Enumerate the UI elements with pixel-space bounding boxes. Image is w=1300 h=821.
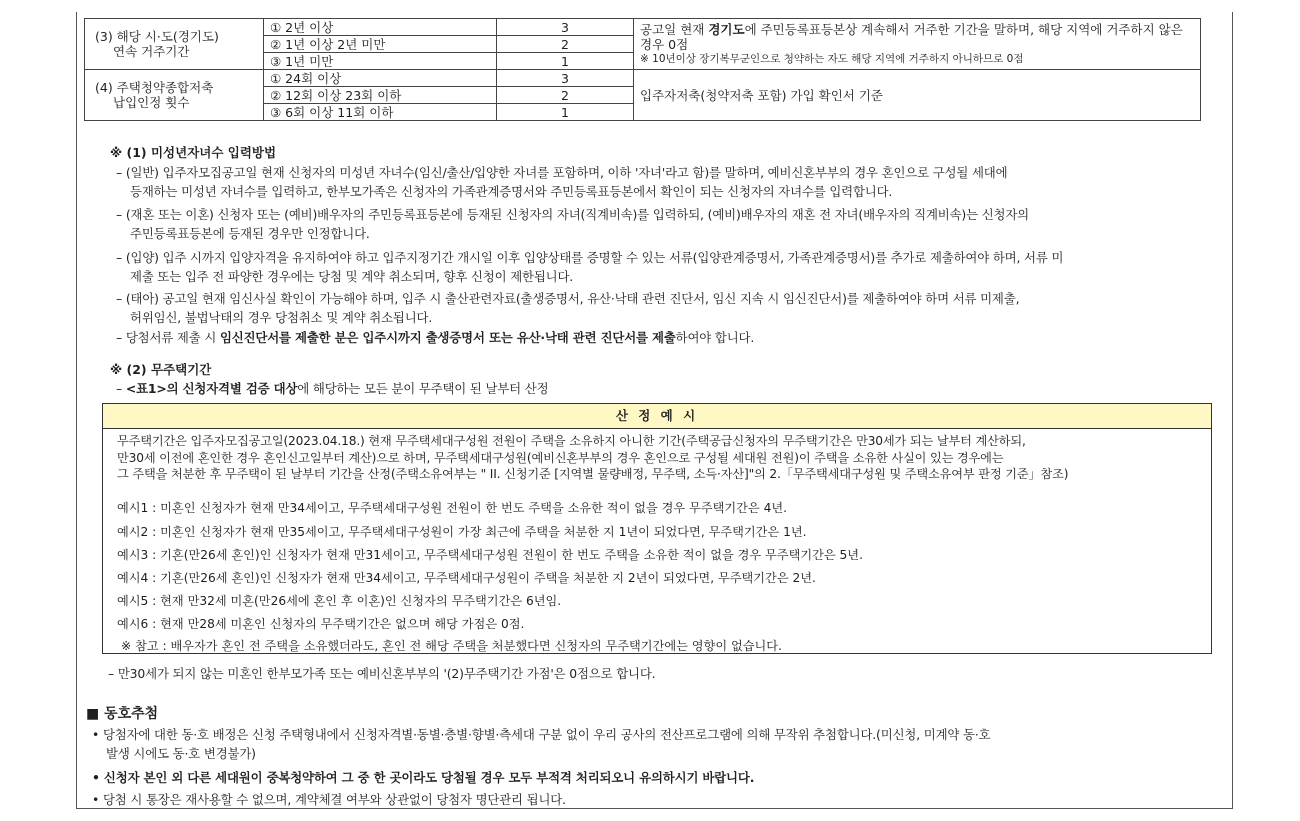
option-cell: ① 2년 이상 — [264, 19, 497, 36]
option-cell: ① 24회 이상 — [264, 70, 497, 87]
item-line: 등재하는 미성년 자녀수를 입력하고, 한부모가족은 신청자의 가족관계증명서와 주민등록표등본에서 확인이 되는 신청자의 자녀수를 입력합니다. — [130, 184, 893, 199]
example-box-header: 산 정 예 시 — [103, 404, 1211, 429]
item-bold: 임신진단서를 제출한 분은 입주시까지 출생증명서 또는 유산·낙태 관련 진단서를 제출 — [219, 330, 676, 345]
points-cell: 1 — [497, 53, 634, 70]
intro-line: 만30세 이전에 혼인한 경우 혼인신고일부터 계산)으로 하며, 무주택세대구성원(예비신혼부부의 경우 혼인으로 구성될 세대원 전원)이 주택을 소유한 사실이 있는 경우에는 — [117, 450, 1004, 465]
example-line: 예시6 : 현재 만28세 미혼인 신청자의 무주택기간은 없으며 해당 가점은 0점. — [117, 617, 525, 631]
section1-item — [116, 289, 1220, 327]
section1-title: ※ (1) 미성년자녀수 입력방법 — [110, 145, 277, 160]
note-cell — [634, 19, 1201, 70]
item-bold: <표1>의 신청자격별 검증 대상 — [125, 381, 298, 396]
section2-line — [116, 379, 1220, 398]
example-box — [102, 403, 1212, 654]
section1-last-item — [116, 328, 1220, 347]
score-table — [84, 18, 1201, 121]
item-line: – (재혼 또는 이혼) 신청자 또는 (예비)배우자의 주민등록표등본에 등재된 신청자의 자녀(직계비속)를 입력하되, (예비)배우자의 재혼 전 자녀(배우자의 직계비속)는 신청자의 — [116, 207, 1029, 222]
example-line: 예시3 : 기혼(만26세 혼인)인 신청자가 현재 만31세이고, 무주택세대구성원 전원이 한 번도 주택을 소유한 적이 없을 경우 무주택기간은 5년. — [117, 548, 863, 562]
example-intro — [103, 429, 1211, 483]
item-line: 허위임신, 불법낙태의 경우 당첨취소 및 계약 취소됩니다. — [130, 310, 433, 325]
category-line: (4) 주택청약종합저축 — [95, 80, 214, 95]
example-line: 예시2 : 미혼인 신청자가 현재 만35세이고, 무주택세대구성원이 가장 최근에 주택을 처분한 지 1년이 되었다면, 무주택기간은 1년. — [117, 525, 807, 539]
item-line: – (입양) 입주 시까지 입양자격을 유지하여야 하고 입주지정기간 개시일 이후 입양상태를 증명할 수 있는 서류(입양관계증명서, 가족관계증명서)를 추가로 제출하여야 하며, 서류 미 — [116, 250, 1064, 265]
intro-line: 그 주택을 처분한 후 무주택이 된 날부터 기간을 산정(주택소유여부는 " II. 신청기준 [지역별 물량배정, 무주택, 소득·자산]"의 2.「무주택세대구성원 및 주택소유여부 판정 기준」참조) — [117, 467, 1069, 481]
category-line: 연속 거주기간 — [113, 44, 190, 59]
points-cell: 1 — [497, 104, 634, 121]
example-note: ※ 참고 : 배우자가 혼인 전 주택을 소유했더라도, 혼인 전 해당 주택을 처분했다면 신청자의 무주택기간에는 영향이 없습니다. — [121, 639, 782, 653]
intro-line: 무주택기간은 입주자모집공고일(2023.04.18.) 현재 무주택세대구성원 전원이 주택을 소유하지 아니한 기간(주택공급신청자의 무주택기간은 만30세가 되는 날부터 계산하되, — [117, 434, 1026, 448]
bullet-item-warning: • 신청자 본인 외 다른 세대원이 중복청약하여 그 중 한 곳이라도 당첨될 경우 모두 부적격 처리되오니 유의하시기 바랍니다. — [92, 770, 755, 785]
section1-item — [116, 163, 1220, 201]
item-line: – — [116, 381, 126, 396]
item-line: – (태아) 공고일 현재 임신사실 확인이 가능해야 하며, 입주 시 출산관련자료(출생증명서, 유산·낙태 관련 진단서, 임신 지속 시 임신진단서)를 제출하여야 하며 서류 미제출, — [116, 291, 1020, 306]
points-cell: 3 — [497, 70, 634, 87]
item-line: 제출 또는 입주 전 파양한 경우에는 당첨 및 계약 취소되며, 향후 신청이 제한됩니다. — [130, 269, 574, 284]
note-cell: 입주자저축(청약저축 포함) 가입 확인서 기준 — [634, 70, 1201, 121]
example-line: 예시4 : 기혼(만26세 혼인)인 신청자가 현재 만34세이고, 무주택세대구성원이 주택을 처분한 지 2년이 되었다면, 무주택기간은 2년. — [117, 571, 816, 585]
table-row — [85, 70, 1201, 87]
category-line: (3) 해당 시·도(경기도) — [95, 29, 219, 44]
section1-item — [116, 205, 1220, 243]
example-line: 예시1 : 미혼인 신청자가 현재 만34세이고, 무주택세대구성원 전원이 한 번도 주택을 소유한 적이 없을 경우 무주택기간은 4년. — [117, 501, 787, 515]
category-cell — [85, 70, 264, 121]
section1-item — [116, 248, 1220, 286]
option-cell: ③ 6회 이상 11회 이하 — [264, 104, 497, 121]
item-line: 하여야 합니다. — [675, 330, 755, 345]
points-cell: 2 — [497, 36, 634, 53]
note-text: 에 주민등록표등본상 계속해서 거주한 기간을 말하며, 해당 지역에 거주하지 않은 경우 0점 — [640, 21, 1183, 52]
option-cell: ② 12회 이상 23회 이하 — [264, 87, 497, 104]
item-line: 에 해당하는 모든 분이 무주택이 된 날부터 산정 — [297, 381, 549, 396]
option-cell: ③ 1년 미만 — [264, 53, 497, 70]
category-line: 납입인정 횟수 — [113, 95, 190, 110]
example-line: 예시5 : 현재 만32세 미혼(만26세에 혼인 후 이혼)인 신청자의 무주택기간은 6년임. — [117, 594, 562, 608]
option-cell: ② 1년 이상 2년 미만 — [264, 36, 497, 53]
bullet-item — [92, 725, 1220, 763]
bullet-line: • 당첨자에 대한 동·호 배정은 신청 주택형내에서 신청자격별·동별·층별·향별·측세대 구분 없이 우리 공사의 전산프로그램에 의해 무작위 추첨합니다.(미신청, 미계약 동·호 — [92, 727, 991, 742]
note-text: 공고일 현재 — [640, 21, 709, 37]
bullet-line: 발생 시에도 동·호 변경불가) — [106, 746, 256, 761]
table-row — [85, 19, 1201, 36]
item-line: – 당첨서류 제출 시 — [116, 330, 220, 345]
points-cell: 2 — [497, 87, 634, 104]
points-cell: 3 — [497, 19, 634, 36]
section-heading-dongho: ■ 동호추첨 — [86, 706, 159, 722]
item-line: 주민등록표등본에 등재된 경우만 인정합니다. — [130, 226, 370, 241]
category-cell — [85, 19, 264, 70]
item-line: – (일반) 입주자모집공고일 현재 신청자의 미성년 자녀수(임신/출산/입양한 자녀를 포함하며, 이하 '자녀'라고 함)를 말하며, 예비신혼부부의 경우 혼인으로 구성될 세대에 — [116, 165, 1008, 180]
note-bold: 경기도 — [708, 21, 745, 37]
bullet-item: • 당첨 시 통장은 재사용할 수 없으며, 계약체결 여부와 상관없이 당첨자 명단관리 됩니다. — [92, 792, 566, 807]
note-small-text: ※ 10년이상 장기복무군인으로 청약하는 자도 해당 지역에 거주하지 아니하므로 0점 — [640, 52, 1024, 65]
after-box-note: – 만30세가 되지 않는 미혼인 한부모가족 또는 예비신혼부부의 '(2)무주택기간 가점'은 0점으로 합니다. — [108, 666, 656, 681]
section2-title: ※ (2) 무주택기간 — [110, 362, 212, 377]
